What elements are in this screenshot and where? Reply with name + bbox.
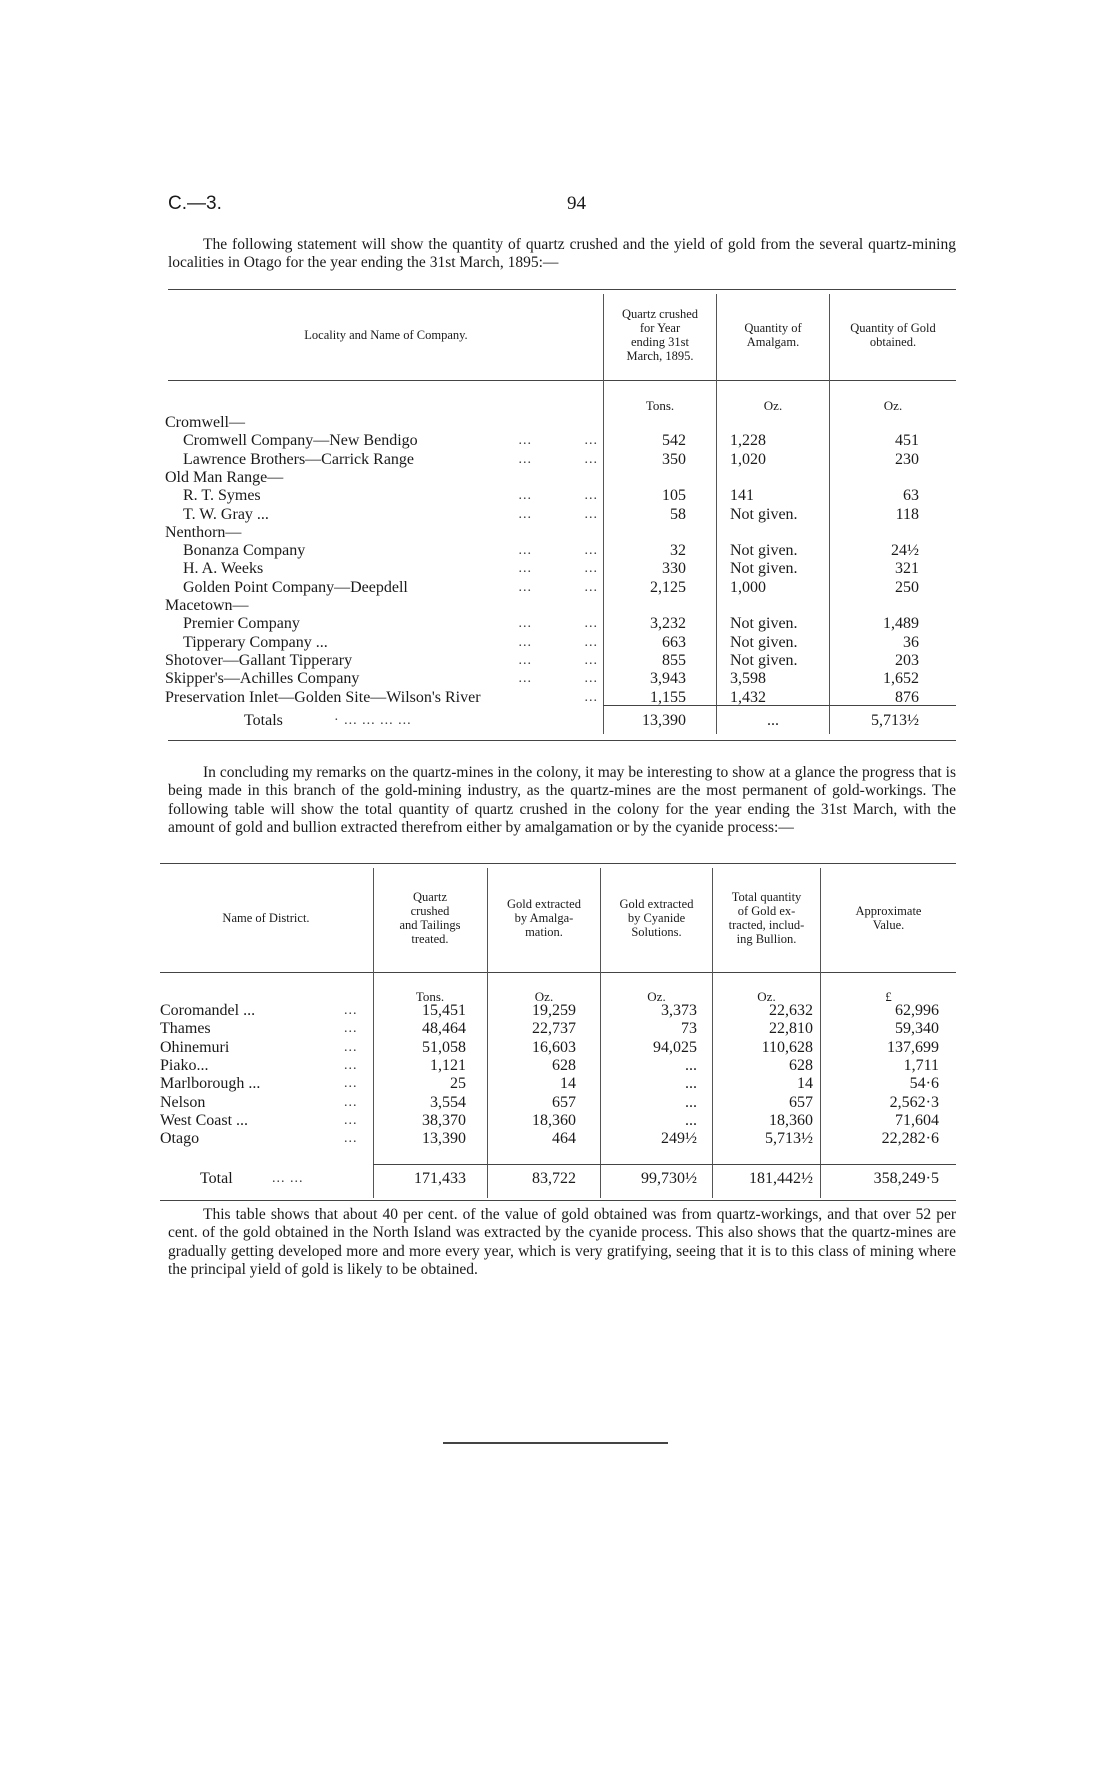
table2-cell-cyanide: 94,025 <box>653 1038 697 1056</box>
table1-row-leader: ... <box>518 671 532 687</box>
table1-row-leader: ... <box>584 543 598 559</box>
table1-row-leader: ... <box>518 634 532 650</box>
table2-cell-quartz: 48,464 <box>422 1020 466 1038</box>
table1-row-name: Skipper's—Achilles Company <box>165 670 360 688</box>
table2-cell-total: 14 <box>797 1075 813 1093</box>
table1-totals-amalgam: ... <box>767 712 779 729</box>
table1-header-amalgam: Quantity of Amalgam. <box>744 321 802 349</box>
table1-row-leader: ... <box>518 488 532 504</box>
table2-header-rule <box>160 972 956 973</box>
table1-row-leader: ... <box>584 561 598 577</box>
table1-cell-gold: 876 <box>895 688 919 706</box>
table1-cell-quartz: 2,125 <box>650 578 686 596</box>
table2-cell-total: 110,628 <box>761 1038 813 1056</box>
table2-cell-quartz: 51,058 <box>422 1038 466 1056</box>
table1-row-leader: ... <box>584 451 598 467</box>
table1-cell-amalgam: 3,598 <box>730 670 766 688</box>
table2-cell-value: 137,699 <box>887 1038 939 1056</box>
table2-totals-rule <box>373 1164 956 1165</box>
table2-unit-quartz: Tons. <box>415 989 445 1004</box>
table2-row-district: Nelson <box>160 1093 206 1111</box>
table1-cell-amalgam: Not given. <box>730 542 798 560</box>
table2-unit-value: £ <box>885 989 892 1004</box>
table2-cell-amalgamation: 464 <box>552 1130 576 1148</box>
table1-row-name: Preservation Inlet—Golden Site—Wilson's River <box>165 688 481 706</box>
table1-cell-gold: 118 <box>895 505 919 523</box>
table2-totals-total: 181,442½ <box>749 1170 813 1187</box>
table2-bottom-rule <box>160 1200 956 1201</box>
table2-cell-quartz: 3,554 <box>430 1093 466 1111</box>
table1-row-name: T. W. Gray ... <box>183 505 269 523</box>
table2-header-total: Total quantity of Gold ex- tracted, includ- ing Bullion. <box>728 890 805 946</box>
table2-cell-quartz: 13,390 <box>422 1130 466 1148</box>
table2-cell-cyanide: ... <box>685 1093 697 1111</box>
table1-totals-label: Totals <box>244 712 283 729</box>
table1-row-leader: ... <box>584 579 598 595</box>
table2-row-leader: ... <box>344 1112 358 1128</box>
table2-unit-amalgamation: Oz. <box>534 989 554 1004</box>
table2-header-amalgamation: Gold extracted by Amalga- mation. <box>507 897 581 939</box>
table1-row-leader: ... <box>584 616 598 632</box>
table1-cell-quartz: 32 <box>670 542 686 560</box>
table1-cell-gold: 230 <box>895 450 919 468</box>
table2-header-district: Name of District. <box>222 911 310 925</box>
table1-cell-amalgam: 1,020 <box>730 450 766 468</box>
table2-row-leader: ... <box>344 1057 358 1073</box>
table1-group-heading: Old Man Range— <box>165 468 284 486</box>
closing-text: This table shows that about 40 per cent. of the value of gold obtained was from quartz-workings, and that over 52 per cent. of the gold obtained in the North Island was extracted by the cyanide process. This also shows that the quartz-mines are gradually getting developed more and more every year, which is very gratifying, seeing that it is to this class of mining where the principal yield of gold is likely to be obtained. <box>168 1206 956 1278</box>
table1-row-leader: ... <box>584 671 598 687</box>
table2-header-value: Approximate Value. <box>855 904 922 932</box>
table1-row-name: Premier Company <box>183 615 300 633</box>
table1-row-leader: ... <box>584 634 598 650</box>
table2-cell-value: 2,562·3 <box>889 1093 939 1111</box>
table1-cell-amalgam: 1,000 <box>730 578 766 596</box>
table2-totals-value: 358,249·5 <box>873 1170 939 1187</box>
table2-cell-value: 54·6 <box>909 1075 939 1093</box>
table2-cell-total: 628 <box>789 1056 813 1074</box>
table2-totals-label: Total <box>200 1170 233 1187</box>
table2-cell-value: 1,711 <box>903 1056 939 1074</box>
table1-header-locality: Locality and Name of Company. <box>304 328 468 342</box>
table1-unit-gold: Oz. <box>883 398 903 413</box>
table2-row-leader: ... <box>344 1094 358 1110</box>
table2-totals-quartz: 171,433 <box>414 1170 466 1187</box>
table2-totals-cyanide: 99,730½ <box>641 1170 697 1187</box>
table1-cell-quartz: 350 <box>662 450 686 468</box>
table2-row-leader: ... <box>344 1021 358 1037</box>
intro-text: The following statement will show the quantity of quartz crushed and the yield of gold from the several quartz-mining localities in Otago for the year ending the 31st March, 1895:— <box>168 236 956 272</box>
table1-cell-gold: 321 <box>895 560 919 578</box>
table1-unit-amalgam: Oz. <box>763 398 783 413</box>
table1-cell-quartz: 58 <box>670 505 686 523</box>
intro-paragraph <box>168 236 956 273</box>
table2-row-leader: ... <box>344 1076 358 1092</box>
table2-totals-leader: ... ... <box>272 1171 304 1186</box>
table1-row-leader: ... <box>584 433 598 449</box>
table2-unit-total: Oz. <box>757 989 776 1004</box>
table1-row-name: R. T. Symes <box>183 487 261 505</box>
end-rule <box>443 1442 668 1444</box>
table1-cell-quartz: 663 <box>662 633 686 651</box>
table1-header-rule <box>168 380 956 381</box>
table1-cell-amalgam: 1,228 <box>730 432 766 450</box>
table1-row-name: Tipperary Company ... <box>183 633 328 651</box>
table2-cell-amalgamation: 22,737 <box>532 1020 576 1038</box>
table1-row-leader: ... <box>518 506 532 522</box>
table2-cell-value: 71,604 <box>895 1111 939 1129</box>
page-number: 94 <box>567 193 586 214</box>
table1-group-heading: Cromwell— <box>165 414 245 431</box>
table1-row-name: Bonanza Company <box>183 542 306 560</box>
table1-row-leader: ... <box>518 433 532 449</box>
table1-row-leader: ... <box>584 652 598 668</box>
table2-top-rule <box>160 863 956 864</box>
table2-cell-cyanide: 249½ <box>661 1130 697 1148</box>
table1-cell-gold: 1,652 <box>883 670 919 688</box>
table1-row-leader: ... <box>518 451 532 467</box>
table2-cell-amalgamation: 16,603 <box>532 1038 576 1056</box>
table1-row-leader: ... <box>518 543 532 559</box>
table1-cell-quartz: 855 <box>662 651 686 669</box>
table2-cell-cyanide: 73 <box>681 1020 697 1038</box>
table1-cell-gold: 451 <box>895 432 919 450</box>
table2-cell-cyanide: 3,373 <box>661 1002 697 1019</box>
table1-header-gold: Quantity of Gold obtained. <box>850 321 936 349</box>
table2-cell-value: 59,340 <box>895 1020 939 1038</box>
table1-cell-amalgam: Not given. <box>730 615 798 633</box>
table1-cell-quartz: 1,155 <box>650 688 686 706</box>
table2-header-cyanide: Gold extracted by Cyanide Solutions. <box>619 897 694 939</box>
table1-group-heading: Nenthorn— <box>165 523 242 541</box>
table2-row-district: Otago <box>160 1130 200 1148</box>
table2-cell-amalgamation: 18,360 <box>532 1111 576 1129</box>
table2-cell-cyanide: ... <box>685 1056 697 1074</box>
table2-cell-quartz: 15,451 <box>422 1002 466 1019</box>
table2-row-district: Thames <box>160 1020 211 1038</box>
table1-totals-quartz: 13,390 <box>642 712 686 729</box>
table1-row-name: Cromwell Company—New Bendigo <box>183 432 418 450</box>
table1-cell-amalgam: Not given. <box>730 505 798 523</box>
table2-row-district: Coromandel ... <box>160 1002 256 1019</box>
table2-cell-total: 22,632 <box>769 1002 813 1019</box>
table2-cell-total: 657 <box>789 1093 813 1111</box>
table1-cell-quartz: 105 <box>662 487 686 505</box>
middle-paragraph <box>168 764 956 837</box>
table2-cell-cyanide: ... <box>685 1111 697 1129</box>
table2-cell-total: 5,713½ <box>765 1130 813 1148</box>
middle-text: In concluding my remarks on the quartz-mines in the colony, it may be interesting to show at a glance the progress that is being made in this branch of the gold-mining industry, as the quartz-mines are the most permanent of gold-workings. The following table will show the total quantity of quartz crushed in the colony for the year ending the 31st March, with the amount of gold and bullion extracted therefrom either by amalgamation or by the cyanide process:— <box>168 764 956 836</box>
table2-unit-cyanide: Oz. <box>647 989 666 1004</box>
table1-row-leader: ... <box>584 689 598 705</box>
table1-row-name: Lawrence Brothers—Carrick Range <box>183 450 415 468</box>
closing-paragraph <box>168 1206 956 1279</box>
table1-cell-gold: 63 <box>903 487 919 505</box>
table2-cell-total: 22,810 <box>769 1020 813 1038</box>
table1-row-name: Golden Point Company—Deepdell <box>183 578 408 596</box>
table1-totals-rule <box>603 705 956 706</box>
table1-cell-quartz: 330 <box>662 560 686 578</box>
table1-row-leader: ... <box>518 652 532 668</box>
table1-cell-amalgam: Not given. <box>730 560 798 578</box>
document-code: C.—3. <box>168 193 222 214</box>
table1-cell-amalgam: Not given. <box>730 651 798 669</box>
table1-bottom-rule <box>168 740 956 741</box>
table2-cell-quartz: 38,370 <box>422 1111 466 1129</box>
table1-unit-quartz: Tons. <box>645 398 675 413</box>
table2-cell-amalgamation: 657 <box>552 1093 576 1111</box>
table1-totals-gold: 5,713½ <box>871 712 919 729</box>
table2-row-leader: ... <box>344 1003 358 1018</box>
table1-cell-amalgam: Not given. <box>730 633 798 651</box>
table1-cell-gold: 250 <box>895 578 919 596</box>
table1-cell-gold: 203 <box>895 651 919 669</box>
table2-cell-amalgamation: 14 <box>560 1075 576 1093</box>
table1-row-name: Shotover—Gallant Tipperary <box>165 651 353 669</box>
table2-row-district: Piako... <box>160 1056 209 1074</box>
table2-cell-value: 62,996 <box>895 1002 939 1019</box>
table2-cell-quartz: 1,121 <box>430 1056 466 1074</box>
table2-cell-amalgamation: 628 <box>552 1056 576 1074</box>
table1-row-leader: ... <box>518 561 532 577</box>
table2-header-quartz: Quartz crushed and Tailings treated. <box>399 890 461 946</box>
table1-group-heading: Macetown— <box>165 597 249 614</box>
table2-totals-amalgamation: 83,722 <box>532 1170 576 1187</box>
table1-header-quartz: Quartz crushed for Year ending 31st March, 1895. <box>621 307 698 363</box>
table2-cell-amalgamation: 19,259 <box>532 1002 576 1019</box>
table1-row-leader: ... <box>518 616 532 632</box>
table1-top-rule <box>168 289 956 290</box>
table2-row-district: West Coast ... <box>160 1111 249 1129</box>
table2-cell-quartz: 25 <box>450 1075 466 1093</box>
table2-cell-value: 22,282·6 <box>881 1130 939 1148</box>
table2-row-district: Marlborough ... <box>160 1075 261 1093</box>
table1-row-leader: ... <box>584 506 598 522</box>
table1-cell-gold: 24½ <box>891 542 919 560</box>
table1-row-leader: ... <box>518 579 532 595</box>
table2-cell-total: 18,360 <box>769 1111 813 1129</box>
table1-cell-gold: 36 <box>903 633 919 651</box>
table1-row-leader: ... <box>584 488 598 504</box>
table1-cell-quartz: 542 <box>662 432 686 450</box>
table1-cell-amalgam: 1,432 <box>730 688 766 706</box>
table1-totals-leader: · ... ... ... ... <box>334 713 412 728</box>
table2-row-leader: ... <box>344 1039 358 1055</box>
table2-row-leader: ... <box>344 1131 358 1147</box>
table1-cell-amalgam: 141 <box>730 487 754 505</box>
table2-row-district: Ohinemuri <box>160 1038 230 1056</box>
table1-cell-gold: 1,489 <box>883 615 919 633</box>
table1-row-name: H. A. Weeks <box>183 560 264 578</box>
table1-cell-quartz: 3,943 <box>650 670 686 688</box>
table2-cell-cyanide: ... <box>685 1075 697 1093</box>
table1-cell-quartz: 3,232 <box>650 615 686 633</box>
